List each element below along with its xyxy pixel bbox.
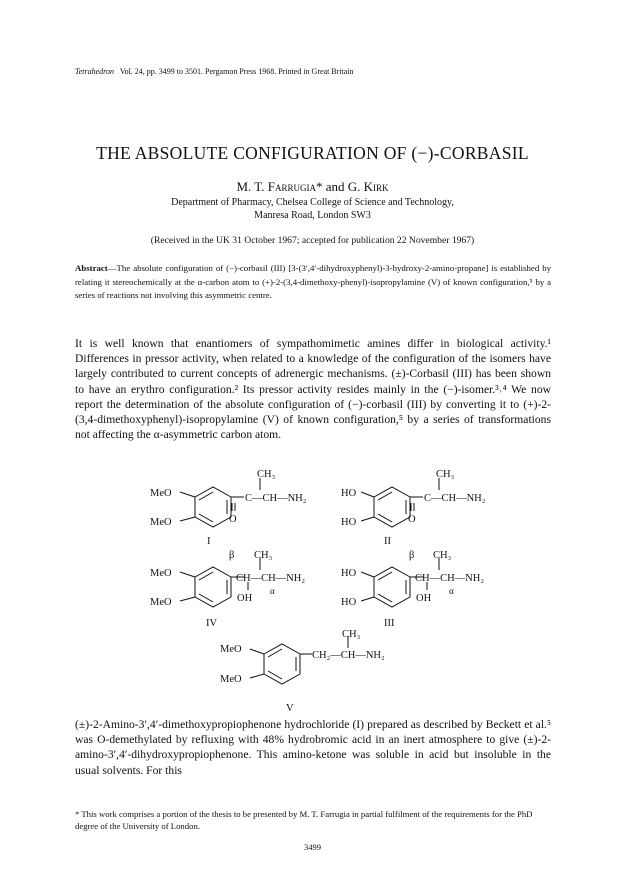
structure-I-chain: C—CH—NH₂ xyxy=(245,493,307,504)
journal-name: Tetrahedron xyxy=(75,67,114,76)
structure-V-methyl: CH₃ xyxy=(342,629,361,640)
structure-II-substituent-1: HO xyxy=(341,488,357,499)
structure-III-substituent-2: HO xyxy=(341,597,357,608)
body-paragraph-1: It is well known that enantiomers of sympathomimetic amines differ in biological activity.¹ Differences in pressor activity, when related to a knowledge of the configuration of the isomers have largely contributed to current concepts of adrenergic mechanisms. (±)-Corbasil (III) has been shown to have an erythro configuration.² Its pressor activity resides mainly in the (−)-isomer.³˒⁴ We now report the determination of the absolute configuration of (−)-corbasil (III) by converting it to (+)-2-(3,4-dimethoxyphenyl)-isopropylamine (V) of known configuration,⁵ by a series of transformations not affecting the α-asymmetric carbon atom. xyxy=(75,337,551,442)
abstract-label: Abstract xyxy=(75,263,108,273)
author-connector: and xyxy=(322,179,348,194)
body-paragraph-2: (±)-2-Amino-3′,4′-dimethoxypropiophenone hydrochloride (I) prepared as described by Beckett et al.⁵ was O-demethylated by refluxing with 48% hydrobromic acid in an inert atmosphere to give (±)-2-amino-3′,4′-dihydroxypropiophenone. This amino-ketone was soluble in acid but insoluble in the usual solvents. For this xyxy=(75,718,551,777)
structure-IV-beta: β xyxy=(229,550,235,561)
structure-I-substituent-1: MeO xyxy=(150,488,172,499)
structure-V-substituent-1: MeO xyxy=(220,644,242,655)
structure-I-label: I xyxy=(207,536,211,547)
structure-IV-chain: CH—CH—NH₂ xyxy=(236,573,305,584)
structure-II-label: II xyxy=(384,536,391,547)
structure-IV-hydroxyl: OH xyxy=(237,593,253,604)
structure-II-carbonyl: O xyxy=(408,514,416,525)
structure-I-carbonyl: O xyxy=(229,514,237,525)
paper-title: THE ABSOLUTE CONFIGURATION OF (−)-CORBASIL xyxy=(96,143,529,163)
author-1: M. T. Farrugia* xyxy=(236,179,323,194)
structure-IV-methyl: CH₃ xyxy=(254,550,273,561)
structure-III-substituent-1: HO xyxy=(341,568,357,579)
structure-III-chain: CH—CH—NH₂ xyxy=(415,573,484,584)
affiliation-line-1: Department of Pharmacy, Chelsea College of Science and Technology, xyxy=(171,197,454,208)
structure-V-substituent-2: MeO xyxy=(220,674,242,685)
structure-II-substituent-2: HO xyxy=(341,517,357,528)
structure-III-beta: β xyxy=(409,550,415,561)
structure-I-substituent-2: MeO xyxy=(150,517,172,528)
structure-IV-alpha: α xyxy=(270,586,275,596)
structure-III-label: III xyxy=(384,618,395,629)
structure-V-chain: CH₂—CH—NH₂ xyxy=(312,650,385,661)
citation-details: Vol. 24, pp. 3499 to 3501. Pergamon Press 1968. Printed in Great Britain xyxy=(119,67,354,76)
affiliation-line-2: Manresa Road, London SW3 xyxy=(254,210,371,221)
structure-II-chain: C—CH—NH₂ xyxy=(424,493,486,504)
structure-III-hydroxyl: OH xyxy=(416,593,432,604)
received-dates: (Received in the UK 31 October 1967; accepted for publication 22 November 1967) xyxy=(150,235,475,246)
structure-II-methyl: CH₃ xyxy=(436,469,455,480)
author-2: G. Kirk xyxy=(347,179,389,194)
page-number: 3499 xyxy=(304,842,321,852)
structure-IV-label: IV xyxy=(206,618,218,629)
abstract-text: —The absolute configuration of (−)-corbasil (III) [3-(3′,4′-dihydroxyphenyl)-3-hydroxy-2-amino-propane] is established by relating it stereochemically at the α-carbon atom to (+)-2-(3,4-dimethoxy-phenyl)-isopropylamine (V) of known configuration,⁵ by a series of reactions not involving this asymmetric centre. xyxy=(75,263,551,300)
structure-IV-substituent-1: MeO xyxy=(150,568,172,579)
footnote: * This work comprises a portion of the thesis to be presented by M. T. Farrugia in partial fulfilment of the requirements for the PhD degree of the University of London. xyxy=(75,809,533,831)
structure-V-label: V xyxy=(286,703,294,714)
structure-III-alpha: α xyxy=(449,586,454,596)
structure-I-methyl: CH₃ xyxy=(257,469,276,480)
structure-III-methyl: CH₃ xyxy=(433,550,452,561)
structure-IV-substituent-2: MeO xyxy=(150,597,172,608)
